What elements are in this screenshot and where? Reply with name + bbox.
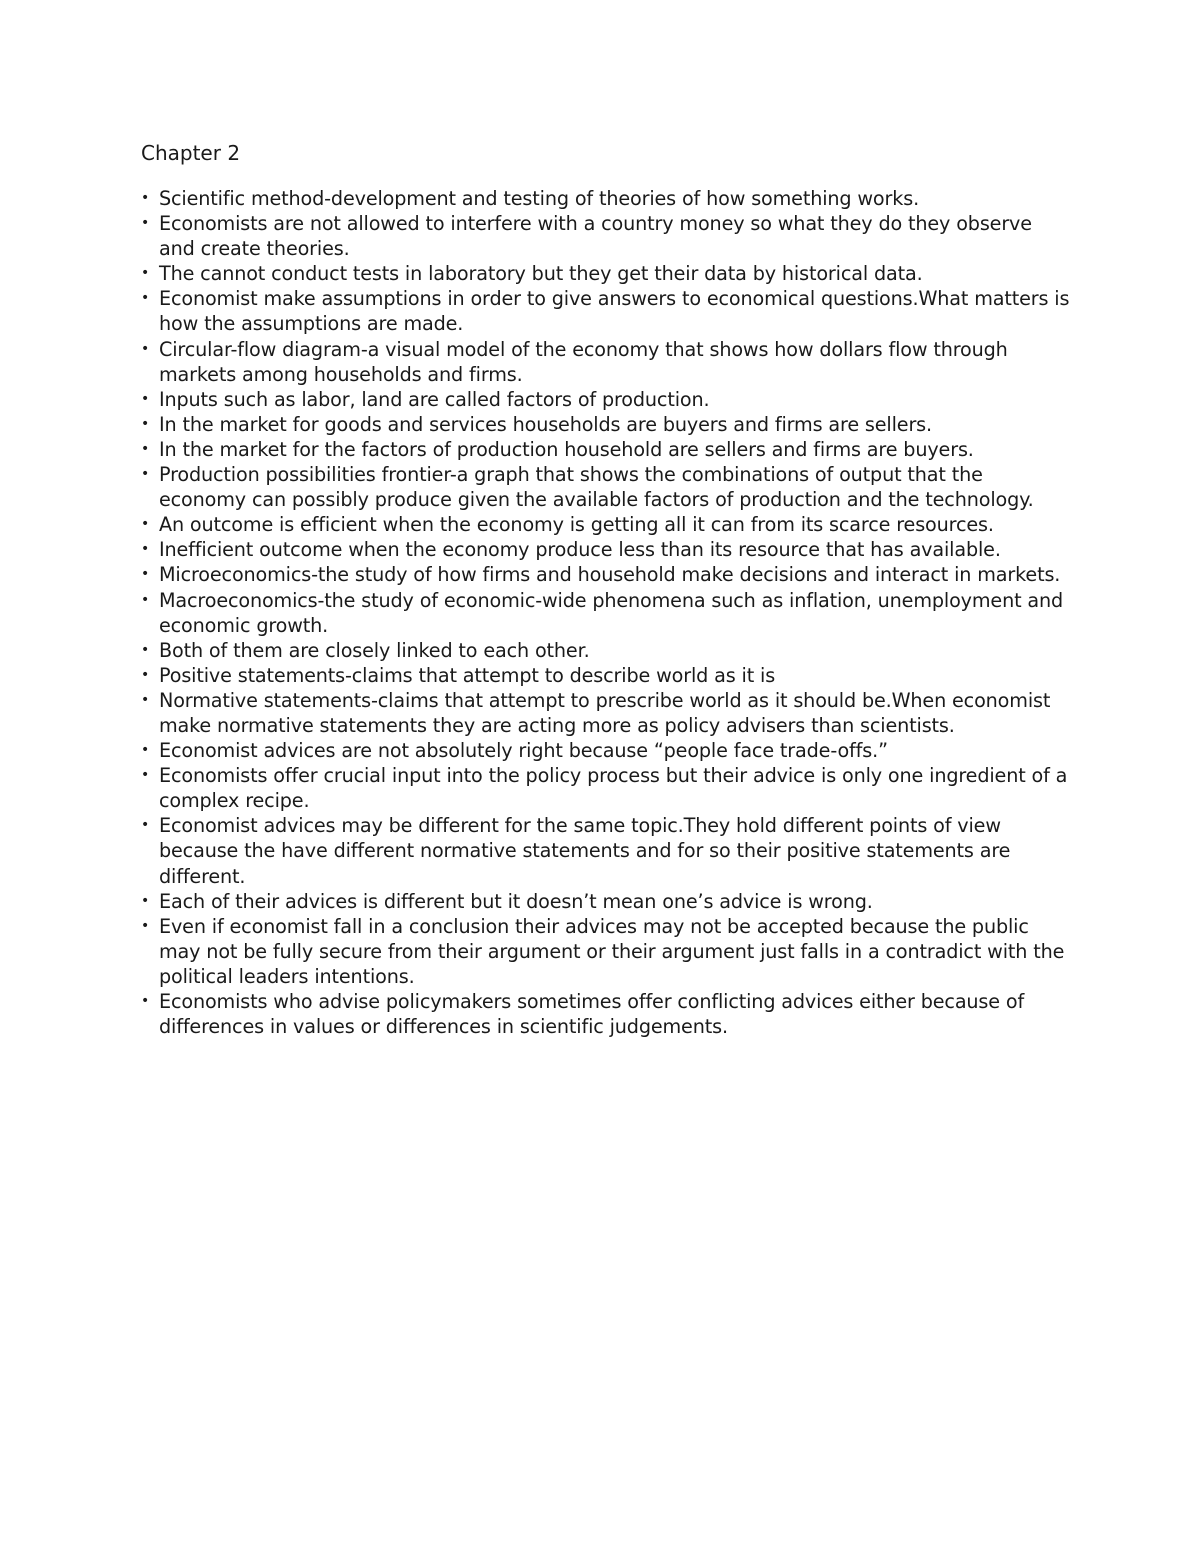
- list-item-text: Economist advices may be different for the same topic.They hold different points of view because the have different normative statements and for so their positive statements are different.: [159, 814, 1011, 888]
- list-item: [141, 387, 1071, 412]
- list-item-text: Inputs such as labor, land are called factors of production.: [159, 387, 710, 411]
- bullet-icon: •: [141, 340, 150, 357]
- bullet-icon: •: [141, 566, 150, 583]
- list-item: [141, 412, 1071, 437]
- bullet-icon: •: [141, 440, 150, 457]
- list-item: [141, 211, 1071, 261]
- bullet-icon: •: [141, 516, 150, 533]
- bullet-icon: •: [141, 641, 150, 658]
- list-item-text: In the market for the factors of production household are sellers and firms are buyers.: [159, 437, 974, 461]
- list-item-text: Positive statements-claims that attempt to describe world as it is: [159, 663, 776, 687]
- list-item-text: Economists offer crucial input into the policy process but their advice is only one ingredient of a complex recipe.: [159, 764, 1068, 813]
- list-item: [141, 813, 1071, 888]
- bullet-icon: •: [141, 415, 150, 432]
- list-item-text: Inefficient outcome when the economy produce less than its resource that has available.: [159, 538, 1001, 562]
- bullet-icon: •: [141, 917, 150, 934]
- list-item: [141, 889, 1071, 914]
- list-item-text: Circular-flow diagram-a visual model of the economy that shows how dollars flow through markets among households and firms.: [159, 337, 1008, 386]
- list-item-text: Economist make assumptions in order to give answers to economical questions.What matters is how the assumptions are made.: [159, 287, 1070, 336]
- bullet-icon: •: [141, 265, 150, 282]
- list-item: [141, 663, 1071, 688]
- bullet-icon: •: [141, 691, 150, 708]
- list-item-text: Scientific method-development and testing of theories of how something works.: [159, 187, 920, 210]
- list-item-text: Economists are not allowed to interfere with a country money so what they do they observe and create theories.: [159, 212, 1032, 261]
- list-item: [141, 512, 1071, 537]
- list-item: [141, 337, 1071, 387]
- list-item: [141, 462, 1071, 512]
- list-item-text: Each of their advices is different but it doesn’t mean one’s advice is wrong.: [159, 889, 873, 913]
- list-item-text: Both of them are closely linked to each other.: [159, 638, 590, 662]
- list-item-text: Economists who advise policymakers sometimes offer conflicting advices either because of differences in values or differences in scientific judgements.: [159, 990, 1025, 1039]
- list-item-text: Economist advices are not absolutely right because “people face trade-offs.”: [159, 739, 888, 763]
- list-item: [141, 763, 1071, 813]
- list-item-text: Even if economist fall in a conclusion their advices may not be accepted because the public may not be fully secure from their argument or their argument just falls in a contradict with the political leaders intentions.: [159, 914, 1065, 988]
- bullet-icon: •: [141, 290, 150, 307]
- list-item: [141, 738, 1071, 763]
- list-item-text: Production possibilities frontier-a graph that shows the combinations of output that the economy can possibly produce given the available factors of production and the technology.: [159, 463, 1034, 512]
- bullet-list: [141, 186, 1071, 1039]
- list-item: [141, 261, 1071, 286]
- bullet-icon: •: [141, 817, 150, 834]
- bullet-icon: •: [141, 666, 150, 683]
- list-item: [141, 537, 1071, 562]
- list-item: [141, 286, 1071, 336]
- document-page: [141, 138, 1071, 1039]
- list-item: [141, 914, 1071, 989]
- bullet-icon: •: [141, 215, 150, 232]
- list-item-text: The cannot conduct tests in laboratory but they get their data by historical data.: [159, 262, 923, 286]
- list-item-text: Normative statements-claims that attempt to prescribe world as it should be.When economist make normative statements they are acting more as policy advisers than scientists.: [159, 688, 1051, 737]
- list-item: [141, 562, 1071, 587]
- bullet-icon: •: [141, 742, 150, 759]
- bullet-icon: •: [141, 892, 150, 909]
- list-item: [141, 437, 1071, 462]
- list-item: [141, 588, 1071, 638]
- bullet-icon: •: [141, 390, 150, 407]
- bullet-icon: •: [141, 541, 150, 558]
- list-item: [141, 186, 1071, 211]
- list-item: [141, 688, 1071, 738]
- bullet-icon: •: [141, 466, 150, 483]
- list-item-text: An outcome is efficient when the economy is getting all it can from its scarce resources.: [159, 513, 994, 537]
- page-title: Chapter 2: [141, 141, 241, 165]
- list-item: [141, 638, 1071, 663]
- list-item-text: In the market for goods and services households are buyers and firms are sellers.: [159, 412, 932, 436]
- bullet-icon: •: [141, 591, 150, 608]
- bullet-icon: •: [141, 190, 150, 206]
- list-item-text: Macroeconomics-the study of economic-wide phenomena such as inflation, unemployment and economic growth.: [159, 588, 1064, 637]
- bullet-icon: •: [141, 993, 150, 1009]
- bullet-icon: •: [141, 767, 150, 784]
- list-item-text: Microeconomics-the study of how firms and household make decisions and interact in markets.: [159, 563, 1061, 587]
- list-item: [141, 989, 1071, 1039]
